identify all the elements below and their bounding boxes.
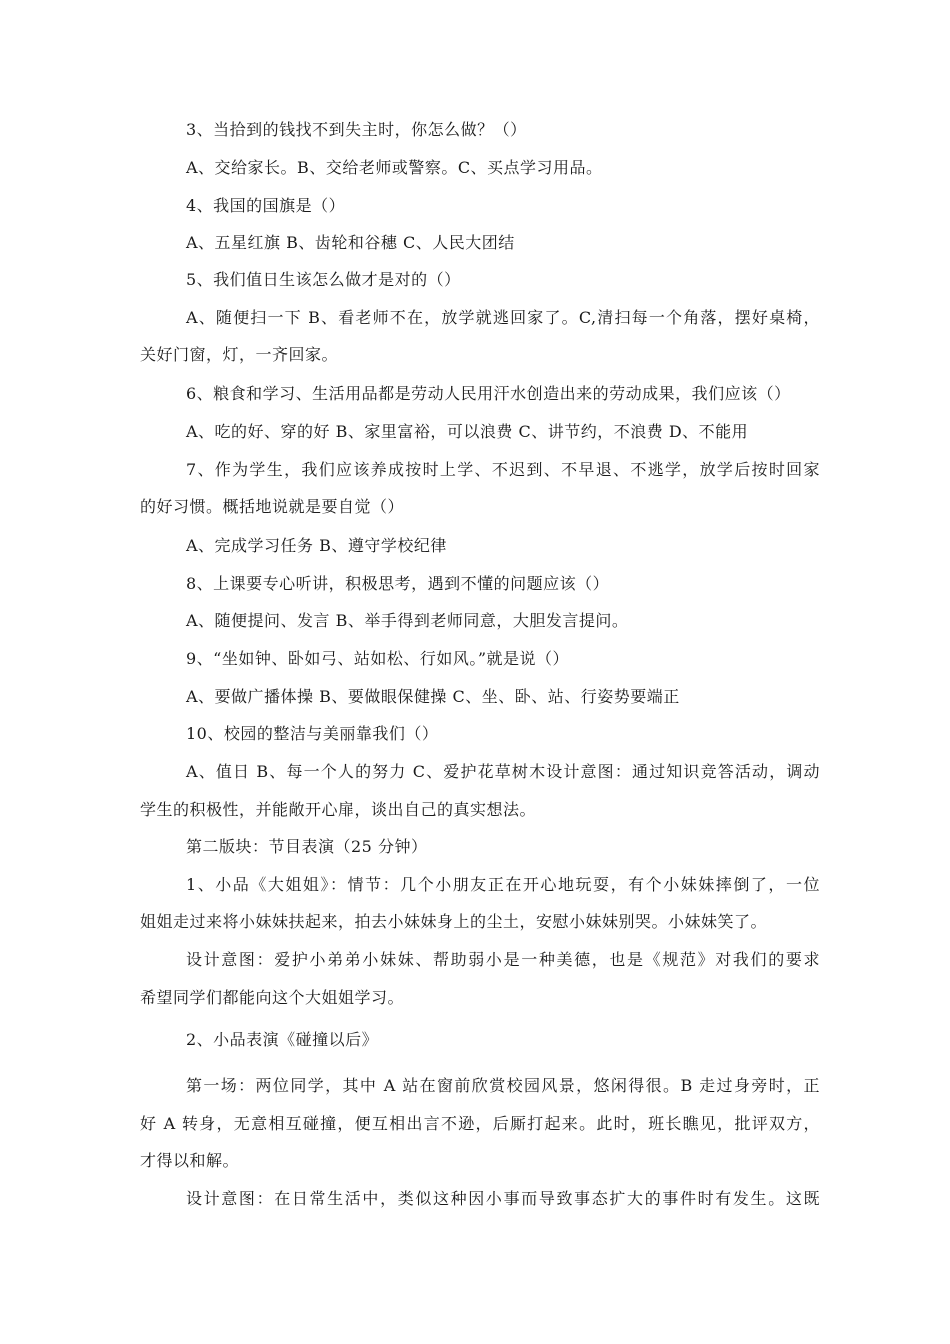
question-10: 10、校园的整洁与美丽靠我们（） xyxy=(186,724,439,743)
question-8-options: A、随便提问、发言 B、举手得到老师同意，大胆发言提问。 xyxy=(186,611,629,630)
question-7-cont: 的好习惯。概括地说就是要自觉（） xyxy=(140,497,405,516)
question-5: 5、我们值日生该怎么做才是对的（） xyxy=(186,270,461,289)
question-9: 9、“坐如钟、卧如弓、站如松、行如风。”就是说（） xyxy=(186,649,570,668)
question-3-options: A、交给家长。B、交给老师或警察。C、买点学习用品。 xyxy=(186,158,603,177)
question-4: 4、我国的国旗是（） xyxy=(186,196,346,215)
design-intent-2-cont: 希望同学们都能向这个大姐姐学习。 xyxy=(140,988,405,1007)
question-6-options: A、吃的好、穿的好 B、家里富裕，可以浪费 C、讲节约，不浪费 D、不能用 xyxy=(186,422,749,441)
skit-1-cont: 姐姐走过来将小妹妹扶起来，拍去小妹妹身上的尘土，安慰小妹妹别哭。小妹妹笑了。 xyxy=(140,912,768,931)
question-7-options: A、完成学习任务 B、遵守学校纪律 xyxy=(186,536,447,555)
scene-1-end: 才得以和解。 xyxy=(140,1151,240,1170)
question-6: 6、粮食和学习、生活用品都是劳动人民用汗水创造出来的劳动成果，我们应该（） xyxy=(186,384,791,403)
question-4-options: A、五星红旗 B、齿轮和谷穗 C、人民大团结 xyxy=(186,233,515,252)
question-5-options-cont: 关好门窗，灯，一齐回家。 xyxy=(140,345,339,364)
section-heading: 第二版块：节目表演（25 分钟） xyxy=(186,837,428,856)
skit-2: 2、小品表演《碰撞以后》 xyxy=(186,1030,379,1049)
question-7: 7、作为学生，我们应该养成按时上学、不迟到、不早退、不逃学，放学后按时回家 xyxy=(186,460,820,479)
question-10-options: A、值日 B、每一个人的努力 C、爱护花草树木设计意图：通过知识竞答活动，调动 xyxy=(186,762,820,781)
design-intent-3: 设计意图：在日常生活中，类似这种因小事而导致事态扩大的事件时有发生。这既 xyxy=(186,1189,820,1208)
design-intent-2: 设计意图：爱护小弟弟小妹妹、帮助弱小是一种美德，也是《规范》对我们的要求 xyxy=(186,950,820,969)
question-9-options: A、要做广播体操 B、要做眼保健操 C、坐、卧、站、行姿势要端正 xyxy=(186,687,680,706)
question-8: 8、上课要专心听讲，积极思考，遇到不懂的问题应该（） xyxy=(186,574,610,593)
scene-1-cont: 好 A 转身，无意相互碰撞，便互相出言不逊，后厮打起来。此时，班长瞧见，批评双方， xyxy=(140,1114,820,1133)
scene-1: 第一场：两位同学，其中 A 站在窗前欣赏校园风景，悠闲得很。B 走过身旁时，正 xyxy=(186,1076,820,1095)
question-5-options: A、随便扫一下 B、看老师不在，放学就逃回家了。C,清扫每一个角落，摆好桌椅， xyxy=(186,308,820,327)
question-3: 3、当拾到的钱找不到失主时，你怎么做？（） xyxy=(186,120,527,139)
skit-1: 1、小品《大姐姐》：情节：几个小朋友正在开心地玩耍，有个小妹妹摔倒了，一位 xyxy=(186,875,820,894)
design-intent-1-cont: 学生的积极性，并能敞开心扉，谈出自己的真实想法。 xyxy=(140,800,537,819)
